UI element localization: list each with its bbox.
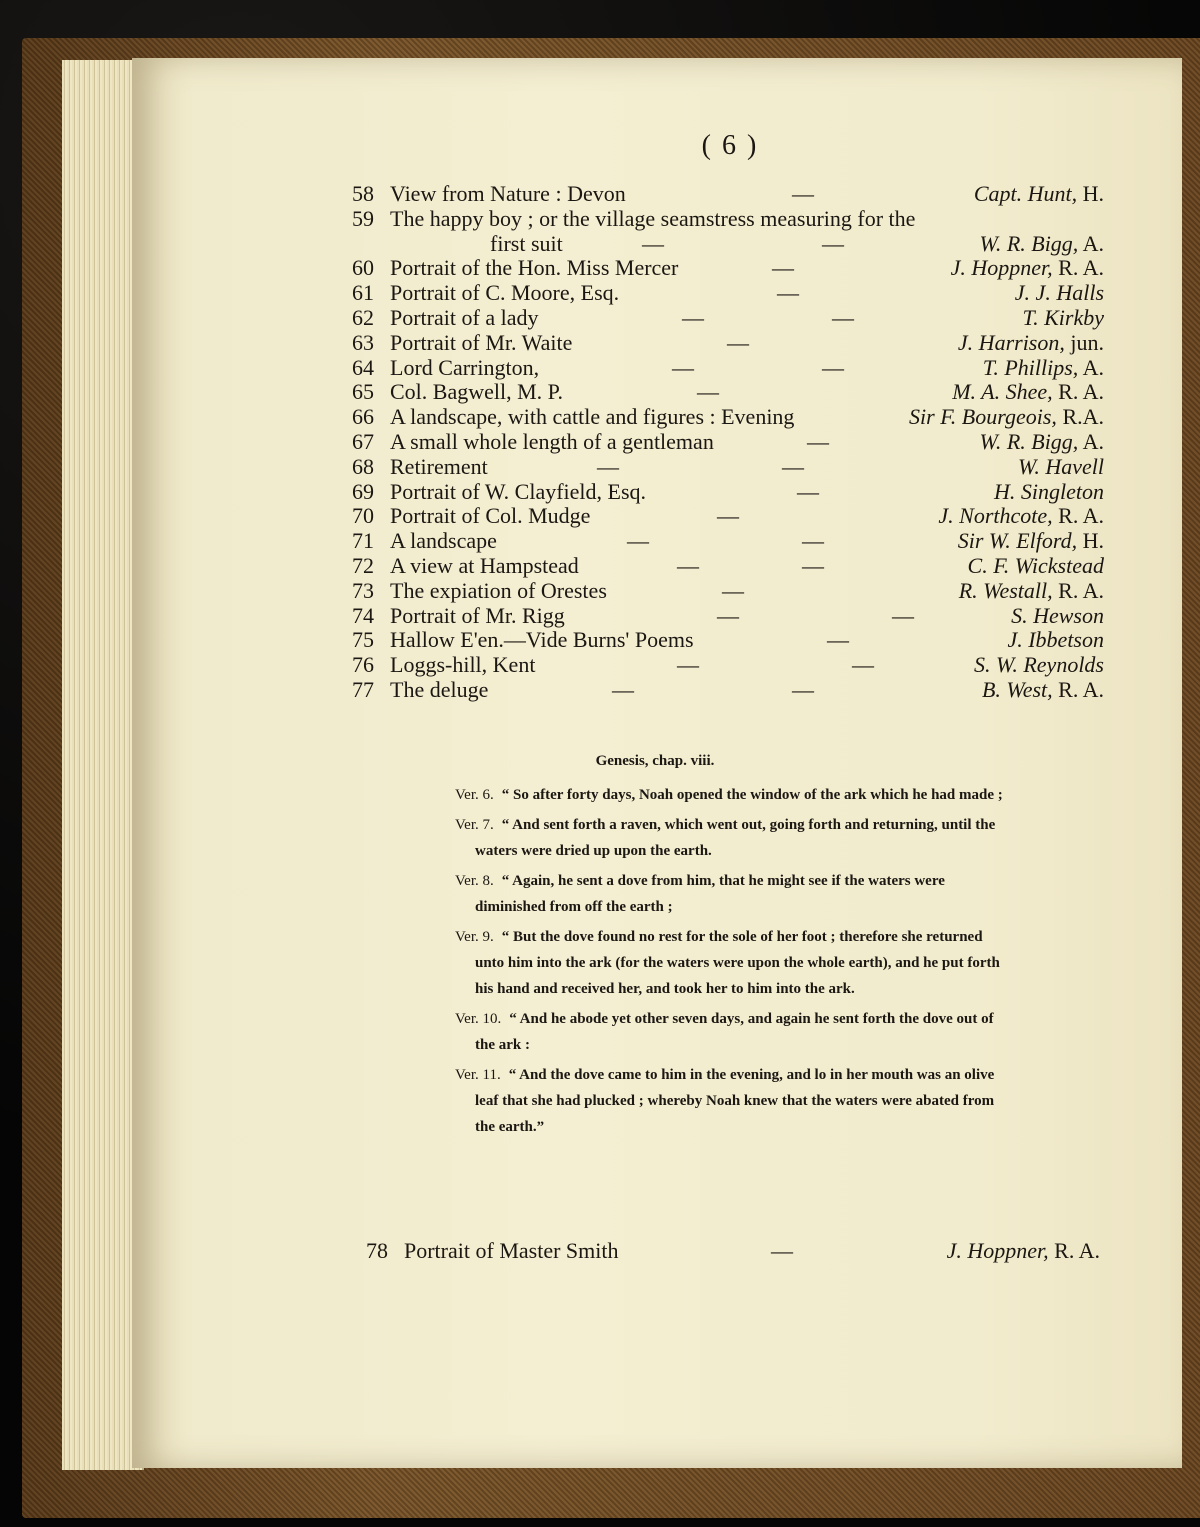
genesis-heading: Genesis, chap. viii. — [595, 753, 715, 769]
entry-number: 60 — [352, 255, 374, 281]
artist-name: W. R. Bigg, — [979, 428, 1079, 454]
artist-name: Sir F. Bourgeois, — [909, 404, 1057, 430]
entry-number: 70 — [352, 503, 374, 529]
entry-dash: — — [682, 304, 704, 330]
entry-title: first suit — [490, 230, 563, 256]
verse-text: “ And sent forth a raven, which went out, going forth and returning, until the waters were dried up upon the earth. — [475, 817, 996, 859]
entry-number: 76 — [352, 652, 374, 678]
entry-title: A landscape — [390, 528, 497, 554]
entry-dash: — — [792, 676, 814, 702]
entry-dash: — — [771, 1238, 793, 1263]
artist-name: W. R. Bigg, — [979, 230, 1079, 256]
artist-name: T. Kirkby — [1022, 304, 1104, 330]
verse-label: Ver. 8. — [455, 873, 494, 889]
genesis-verse — [455, 812, 1015, 864]
entry-title: Portrait of a lady — [390, 304, 539, 330]
artist-name: T. Phillips, — [982, 354, 1079, 380]
artist-name: R. Westall, — [958, 577, 1053, 603]
entry-title: The deluge — [390, 676, 489, 702]
artist-name: J. Ibbetson — [1007, 627, 1104, 653]
verse-list — [455, 782, 1015, 1140]
entry-number: 75 — [352, 627, 374, 653]
entry-artist — [974, 653, 1104, 678]
entry-dash: — — [697, 379, 719, 405]
entry-title: Retirement — [390, 453, 488, 479]
catalogue-entry-78 — [366, 1236, 1106, 1266]
verse-text: “ And the dove came to him in the evening, and lo in her mouth was an olive leaf that she had plucked ; whereby Noah knew that the waters were abated from the earth.” — [475, 1067, 995, 1135]
artist-name: J. Hoppner, — [950, 255, 1053, 281]
artist-name: W. Havell — [1018, 453, 1104, 479]
entry-number: 78 — [366, 1238, 388, 1263]
catalogue-entry — [352, 405, 1112, 430]
entry-artist — [980, 232, 1104, 257]
verse-label: Ver. 11. — [455, 1067, 501, 1083]
genesis-verse — [455, 924, 1015, 1002]
entry-artist — [1018, 455, 1104, 480]
artist-name: J. Harrison, — [957, 329, 1065, 355]
catalogue-entry — [352, 455, 1112, 480]
entry-title: Portrait of the Hon. Miss Mercer — [390, 255, 679, 281]
catalogue-entry — [352, 182, 1112, 207]
entry-title: Loggs-hill, Kent — [390, 652, 536, 678]
catalogue-entry — [352, 628, 1112, 653]
artist-name: S. Hewson — [1011, 602, 1104, 628]
genesis-verse — [455, 868, 1015, 920]
catalogue-entry — [352, 678, 1112, 703]
artist-name: B. West, — [981, 676, 1053, 702]
entry-dash: — — [722, 577, 744, 603]
genesis-quotation — [455, 748, 1015, 1144]
entry-title: A landscape, with cattle and figures : Evening — [390, 404, 795, 430]
entry-number: 65 — [352, 379, 374, 405]
entry-dash: — — [807, 428, 829, 454]
entry-number: 63 — [352, 329, 374, 355]
artist-suffix: R. A. — [1052, 503, 1104, 529]
catalogue-entry — [352, 232, 1112, 257]
catalogue-entry — [352, 331, 1112, 356]
artist-name: H. Singleton — [994, 478, 1104, 504]
catalogue-entry — [352, 207, 1112, 232]
artist-suffix: A. — [1078, 230, 1104, 256]
entry-number: 74 — [352, 602, 374, 628]
catalogue-entry — [352, 380, 1112, 405]
entry-artist — [974, 182, 1104, 207]
artist-name: S. W. Reynolds — [974, 652, 1104, 678]
verse-text: “ But the dove found no rest for the sole of her foot ; therefore she returned unto him into the ark (for the waters were upon the whole earth), and he put forth his hand and received her, and took her to him into the ark. — [475, 929, 1000, 997]
entry-dash: — — [802, 552, 824, 578]
entry-artist — [968, 554, 1104, 579]
artist-suffix: R. A. — [1052, 379, 1104, 405]
entry-dash: — — [772, 255, 794, 281]
entry-title: Col. Bagwell, M. P. — [390, 379, 563, 405]
catalogue-entry — [352, 480, 1112, 505]
entry-number: 77 — [352, 676, 374, 702]
artist-suffix: H. — [1077, 528, 1104, 554]
entry-dash: — — [832, 304, 854, 330]
entry-dash: — — [827, 627, 849, 653]
verse-text: “ Again, he sent a dove from him, that he might see if the waters were diminished from off the earth ; — [475, 873, 945, 915]
entry-title: Portrait of Mr. Rigg — [390, 602, 565, 628]
catalogue-entry — [352, 306, 1112, 331]
entry-dash: — — [777, 280, 799, 306]
entry-artist — [1015, 281, 1104, 306]
entry-number: 73 — [352, 577, 374, 603]
verse-label: Ver. 6. — [455, 787, 494, 803]
entry-dash: — — [727, 329, 749, 355]
entry-title: A view at Hampstead — [390, 552, 579, 578]
genesis-verse — [455, 782, 1015, 808]
entry-number: 66 — [352, 404, 374, 430]
verse-label: Ver. 7. — [455, 817, 494, 833]
entry-title: View from Nature : Devon — [390, 181, 626, 206]
artist-name: Capt. Hunt, — [973, 181, 1078, 206]
verse-text: “ And he abode yet other seven days, and again he sent forth the dove out of the ark : — [475, 1011, 994, 1053]
artist-name: J. Northcote, — [938, 503, 1053, 529]
catalogue-entry — [352, 554, 1112, 579]
artist-suffix: jun. — [1064, 329, 1104, 355]
entry-number: 67 — [352, 428, 374, 454]
entry-title: Lord Carrington, — [390, 354, 540, 380]
entry-artist — [958, 529, 1104, 554]
entry-artist — [959, 579, 1104, 604]
entry-number: 61 — [352, 280, 374, 306]
entry-title: Portrait of C. Moore, Esq. — [390, 280, 620, 306]
entry-number: 58 — [352, 181, 374, 206]
entry-dash: — — [822, 230, 844, 256]
entry-title: Hallow E'en.—Vide Burns' Poems — [390, 627, 694, 653]
entry-artist — [1011, 604, 1104, 629]
entry-title: Portrait of Master Smith — [404, 1238, 619, 1263]
entry-title: The happy boy ; or the village seamstress measuring for the — [390, 205, 916, 231]
entry-number: 59 — [352, 205, 374, 231]
genesis-verse — [455, 1062, 1015, 1140]
artist-name: C. F. Wickstead — [967, 552, 1104, 578]
artist-suffix: A. — [1078, 428, 1104, 454]
entry-dash: — — [802, 528, 824, 554]
entry-artist — [951, 256, 1104, 281]
entry-dash: — — [852, 652, 874, 678]
entry-artist — [1023, 306, 1104, 331]
catalogue-entry — [352, 529, 1112, 554]
entry-dash: — — [672, 354, 694, 380]
entry-dash: — — [782, 453, 804, 479]
entry-artist — [909, 405, 1104, 430]
catalogue-entry — [352, 579, 1112, 604]
verse-text: “ So after forty days, Noah opened the window of the ark which he had made ; — [501, 787, 1003, 803]
artist-suffix: R. A. — [1052, 255, 1104, 281]
entry-title: A small whole length of a gentleman — [390, 428, 714, 454]
entry-number: 69 — [352, 478, 374, 504]
entry-title: The expiation of Orestes — [390, 577, 607, 603]
artist-suffix: R. A. — [1048, 1238, 1100, 1263]
entry-dash: — — [892, 602, 914, 628]
verse-label: Ver. 10. — [455, 1011, 502, 1027]
entry-title: Portrait of Col. Mudge — [390, 503, 591, 529]
entry-title: Portrait of W. Clayfield, Esq. — [390, 478, 647, 504]
catalogue-entry — [352, 653, 1112, 678]
entry-number: 64 — [352, 354, 374, 380]
entry-title: Portrait of Mr. Waite — [390, 329, 573, 355]
entry-number: 71 — [352, 528, 374, 554]
artist-suffix: A. — [1078, 354, 1104, 380]
entry-artist — [952, 380, 1104, 405]
entry-artist — [980, 430, 1104, 455]
entry-dash: — — [717, 602, 739, 628]
entry-artist — [958, 331, 1104, 356]
artist-name: Sir W. Elford, — [957, 528, 1078, 554]
catalogue-entry — [352, 281, 1112, 306]
entry-number: 62 — [352, 304, 374, 330]
entry-artist — [994, 480, 1104, 505]
entry-dash: — — [612, 676, 634, 702]
entry-artist — [1007, 628, 1104, 653]
artist-suffix: R. A. — [1052, 676, 1104, 702]
entry-artist — [983, 356, 1104, 381]
catalogue-entry — [352, 356, 1112, 381]
entry-dash: — — [792, 181, 814, 206]
artist-name: J. Hoppner, — [946, 1238, 1049, 1263]
artist-suffix: R.A. — [1056, 404, 1104, 430]
entry-number: 72 — [352, 552, 374, 578]
artist-name: M. A. Shee, — [952, 379, 1053, 405]
entry-artist — [947, 1236, 1100, 1266]
entry-dash: — — [677, 552, 699, 578]
artist-suffix: R. A. — [1052, 577, 1104, 603]
catalogue-entry — [352, 504, 1112, 529]
entry-dash: — — [627, 528, 649, 554]
entry-dash: — — [822, 354, 844, 380]
entry-artist — [938, 504, 1104, 529]
artist-suffix: H. — [1077, 181, 1104, 206]
verse-label: Ver. 9. — [455, 929, 494, 945]
entry-dash: — — [642, 230, 664, 256]
catalogue-entry — [352, 604, 1112, 629]
entry-number: 68 — [352, 453, 374, 479]
catalogue-entry — [352, 430, 1112, 455]
entry-dash: — — [797, 478, 819, 504]
artist-name: J. J. Halls — [1014, 280, 1104, 306]
entry-artist — [982, 678, 1104, 703]
page-number: ( 6 ) — [701, 130, 759, 161]
genesis-verse — [455, 1006, 1015, 1058]
entry-dash: — — [597, 453, 619, 479]
catalogue-entry — [352, 256, 1112, 281]
catalogue-list — [352, 182, 1112, 703]
entry-dash: — — [717, 503, 739, 529]
entry-dash: — — [677, 652, 699, 678]
